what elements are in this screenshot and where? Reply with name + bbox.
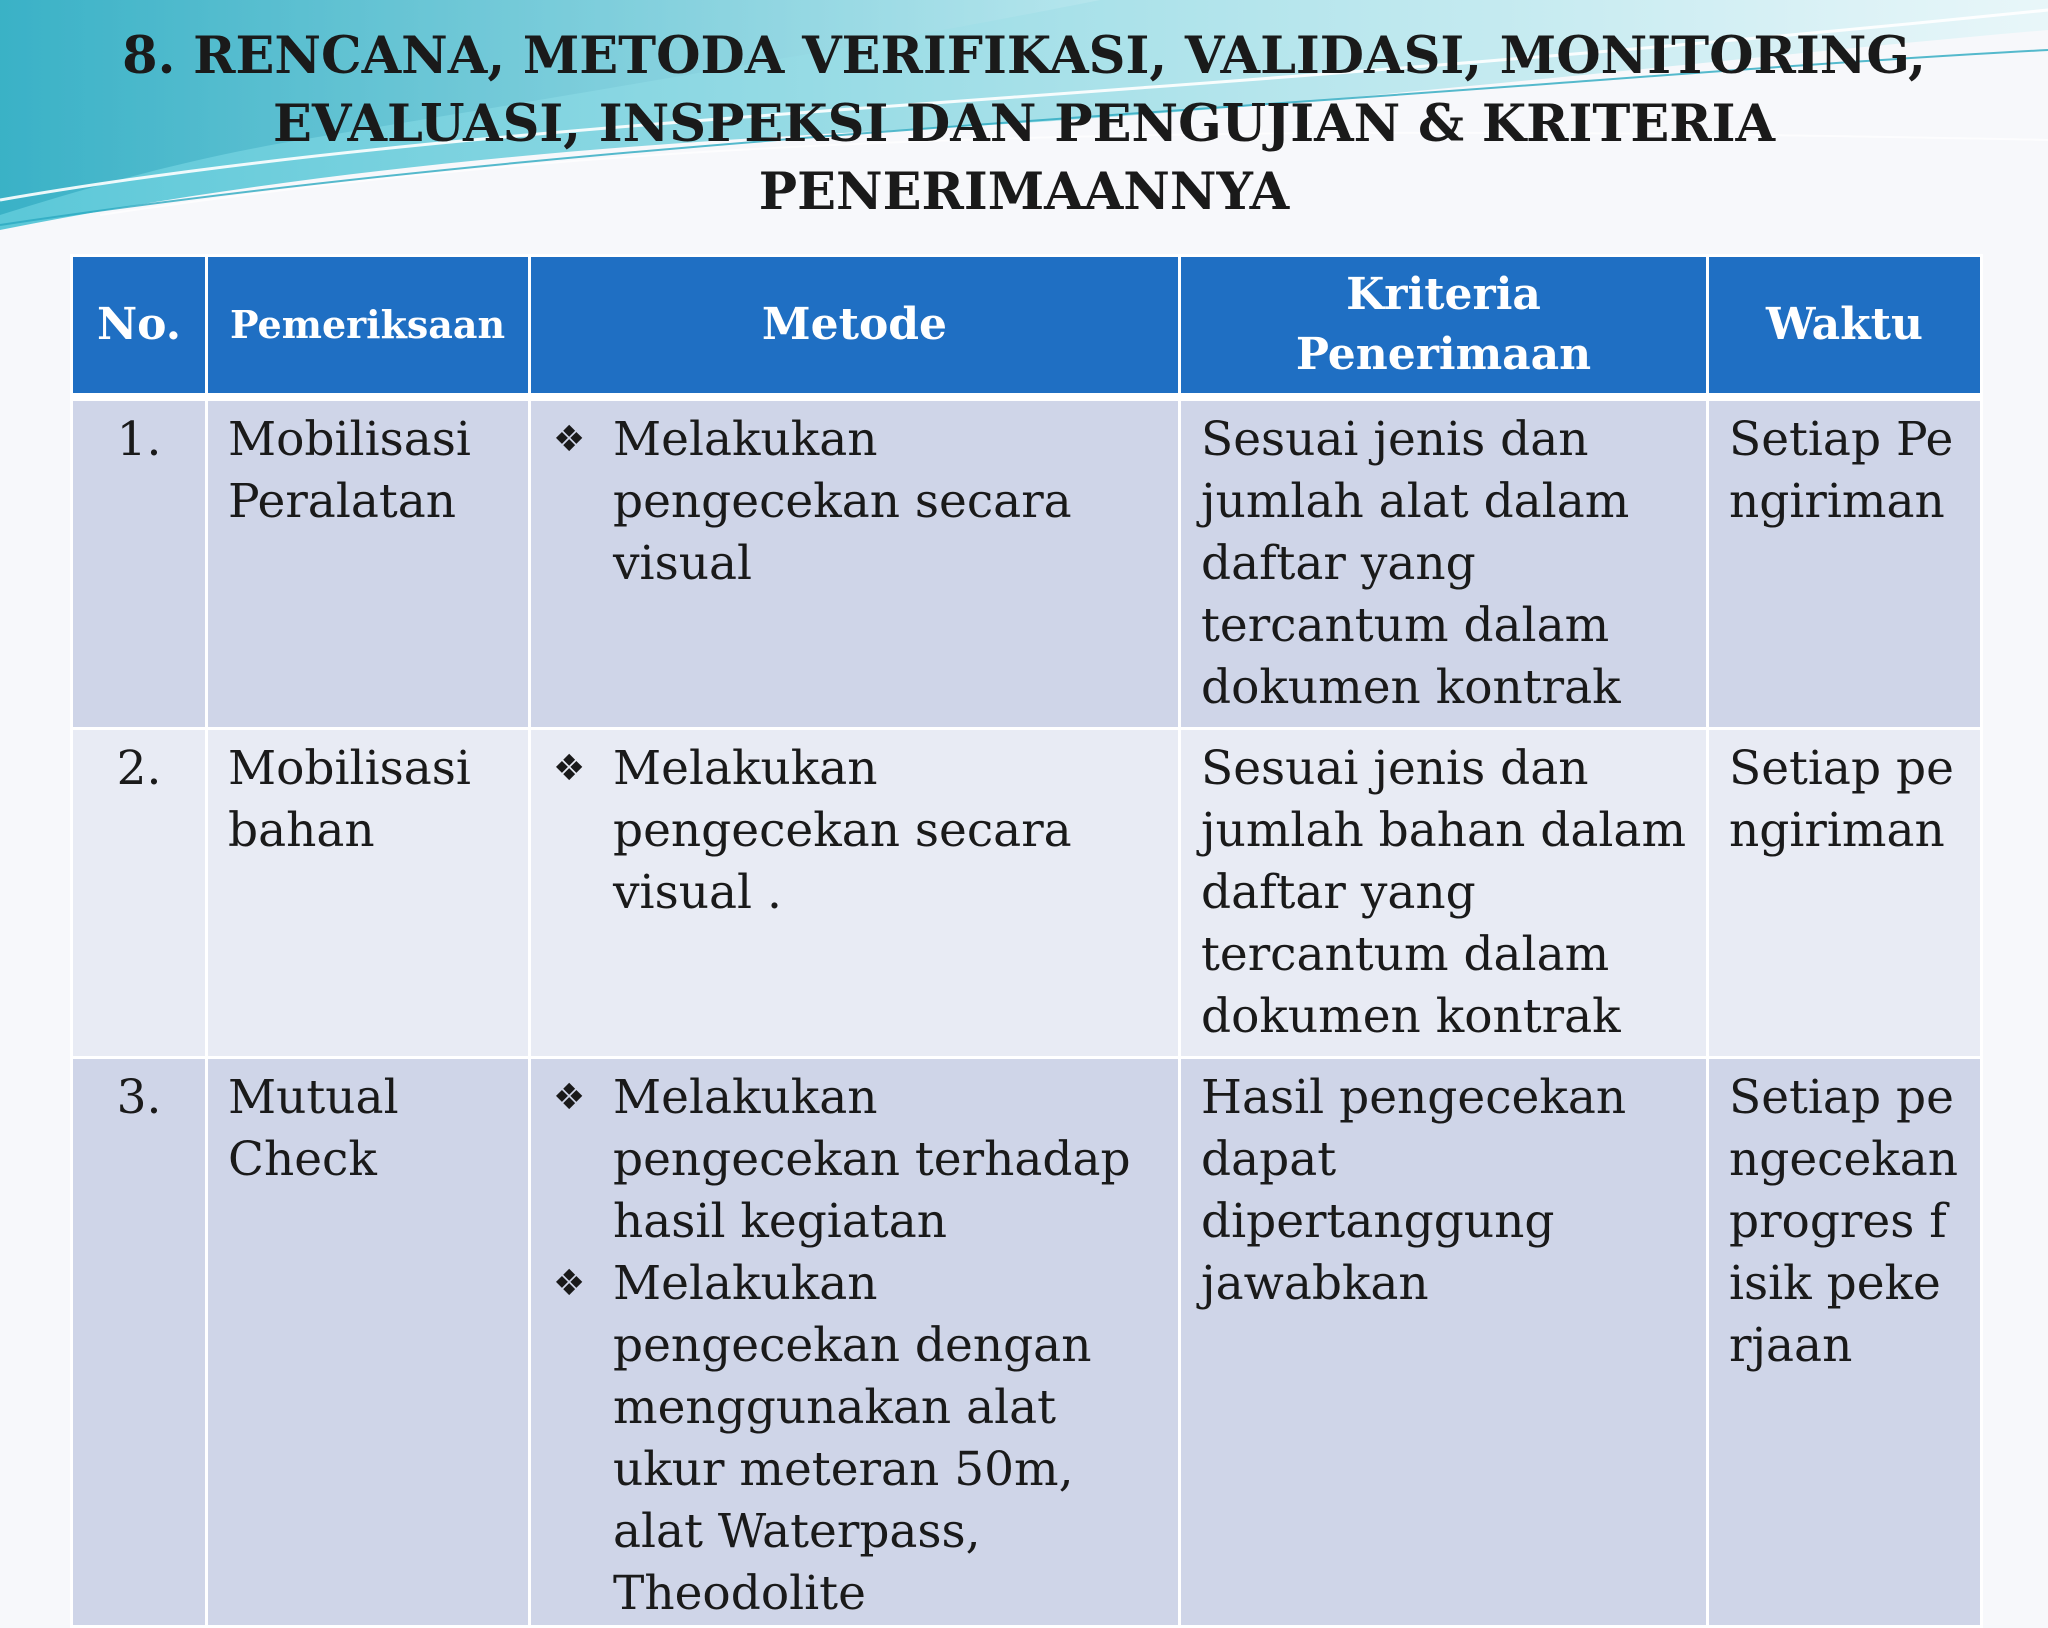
pemeriksaan-line-1: Mobilisasi: [228, 412, 471, 467]
pemeriksaan-line-2: Peralatan: [228, 474, 457, 529]
row-number: 2.: [72, 729, 207, 1058]
header-waktu: Waktu: [1708, 256, 1982, 398]
slide-title: [0, 22, 2048, 226]
row-pemeriksaan: [207, 729, 530, 1058]
metode-text: Melakukan pengecekan terhadap hasil kegiatan: [613, 1070, 1131, 1249]
row-kriteria: Sesuai jenis dan jumlah alat dalam daftar yang tercantum dalam dokumen kontrak: [1180, 397, 1708, 729]
row-waktu: Setiap pengecekan progres fisik pekerjaan: [1708, 1058, 1982, 1627]
row-metode: [530, 1058, 1180, 1627]
row-metode: [530, 397, 1180, 729]
pemeriksaan-line-1: Mutual: [228, 1070, 399, 1125]
row-pemeriksaan: [207, 1058, 530, 1627]
row-pemeriksaan: [207, 397, 530, 729]
row-metode: [530, 729, 1180, 1058]
metode-item: [551, 409, 1158, 595]
metode-item: [551, 1067, 1158, 1253]
table-row: [72, 1058, 1982, 1627]
table-row: [72, 729, 1982, 1058]
slide-title-line-2: EVALUASI, INSPEKSI DAN PENGUJIAN & KRITERIA: [272, 94, 1776, 154]
row-waktu: Setiap Pengiriman: [1708, 397, 1982, 729]
pemeriksaan-line-1: Mobilisasi: [228, 741, 471, 796]
header-pemeriksaan: Pemeriksaan: [207, 256, 530, 398]
metode-text: Melakukan pengecekan secara visual .: [613, 741, 1072, 920]
row-kriteria: Sesuai jenis dan jumlah bahan dalam daftar yang tercantum dalam dokumen kontrak: [1180, 729, 1708, 1058]
metode-item: [551, 738, 1158, 924]
slide-title-line-1: 8. RENCANA, METODA VERIFIKASI, VALIDASI, MONITORING,: [122, 26, 1926, 86]
pemeriksaan-line-2: bahan: [228, 803, 375, 858]
header-no: No.: [72, 256, 207, 398]
header-kriteria-line-2: Penerimaan: [1295, 329, 1592, 380]
header-kriteria: [1180, 256, 1708, 398]
metode-item: [551, 1253, 1158, 1625]
pemeriksaan-line-2: Check: [228, 1132, 377, 1187]
table-header-row: [72, 256, 1982, 398]
row-kriteria: Hasil pengecekan dapat dipertanggung jawabkan: [1180, 1058, 1708, 1627]
metode-text: Melakukan pengecekan secara visual: [613, 412, 1072, 591]
row-number: 1.: [72, 397, 207, 729]
inspection-plan-table: [70, 254, 1983, 1628]
table-row: [72, 397, 1982, 729]
slide-title-line-3: PENERIMAANNYA: [758, 162, 1290, 222]
diamond-bullet-icon: ❖: [553, 1077, 586, 1118]
metode-text: Melakukan pengecekan dengan menggunakan alat ukur meteran 50m, alat Waterpass, Theodolite: [613, 1256, 1092, 1621]
row-waktu: Setiap pengiriman: [1708, 729, 1982, 1058]
header-metode: Metode: [530, 256, 1180, 398]
header-kriteria-line-1: Kriteria: [1346, 269, 1541, 320]
diamond-bullet-icon: ❖: [553, 1263, 586, 1304]
diamond-bullet-icon: ❖: [553, 419, 586, 460]
diamond-bullet-icon: ❖: [553, 748, 586, 789]
row-number: 3.: [72, 1058, 207, 1627]
